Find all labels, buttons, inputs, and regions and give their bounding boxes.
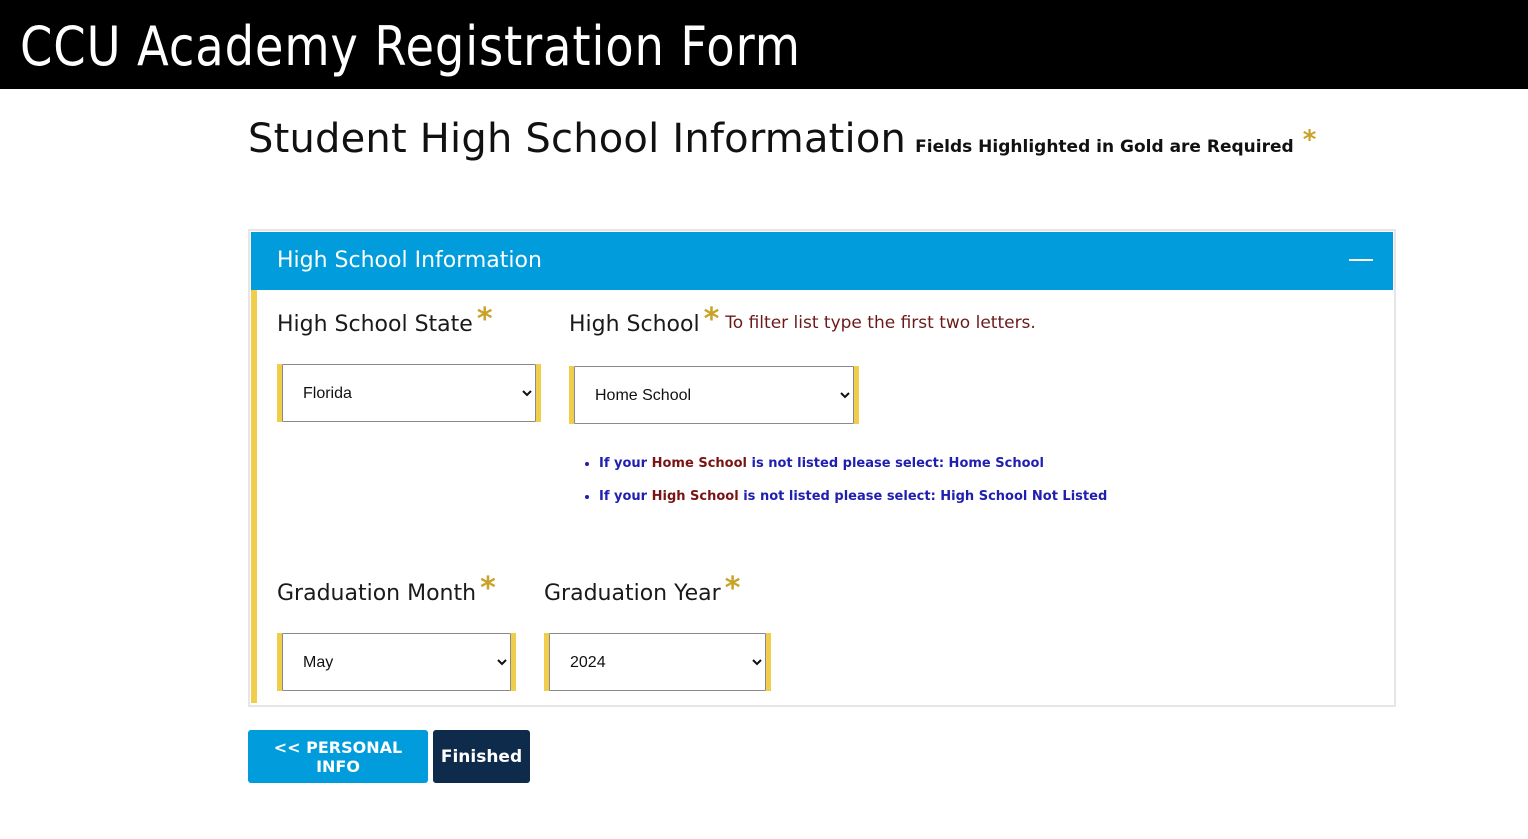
required-note: Fields Highlighted in Gold are Required: [915, 137, 1294, 157]
required-star-icon: *: [476, 302, 493, 337]
hs-state-select-wrap: [277, 364, 541, 422]
grad-month-select[interactable]: [282, 633, 511, 691]
high-school-label: [569, 302, 1036, 337]
grad-year-label-text: Graduation Year: [544, 581, 721, 606]
hint-high-school: [599, 488, 1107, 505]
finished-button[interactable]: Finished: [433, 730, 530, 783]
app-header: [0, 0, 1528, 89]
required-star-icon: *: [703, 302, 720, 337]
filter-hint: To filter list type the first two letters.: [725, 313, 1036, 333]
grad-month-label-text: Graduation Month: [277, 581, 477, 606]
hint-high-school-suffix: is not listed please select: High School Not Listed: [738, 489, 1108, 504]
hint-high-school-prefix: If your: [599, 489, 652, 504]
required-star-icon: *: [1302, 125, 1317, 155]
required-star-icon: *: [480, 571, 496, 606]
hs-state-label: [277, 302, 493, 337]
high-school-panel: [248, 229, 1396, 707]
grad-month-label: [277, 571, 496, 606]
hint-home-school: [599, 455, 1107, 472]
grad-year-label: [544, 571, 740, 606]
hint-home-school-subject: Home School: [651, 456, 747, 471]
hint-high-school-subject: High School: [651, 489, 739, 504]
grad-year-select-wrap: [544, 633, 771, 691]
high-school-select-wrap: [569, 366, 859, 424]
required-star-icon: *: [724, 571, 741, 606]
hint-home-school-suffix: is not listed please select: Home School: [746, 456, 1044, 471]
panel-body: [251, 290, 1393, 703]
hs-state-select[interactable]: [282, 364, 536, 422]
personal-info-button[interactable]: << PERSONAL INFO: [248, 730, 428, 783]
collapse-minus-icon[interactable]: [1349, 259, 1373, 261]
high-school-select[interactable]: [574, 366, 854, 424]
grad-month-select-wrap: [277, 633, 516, 691]
grad-year-select[interactable]: [549, 633, 766, 691]
hs-state-label-text: High School State: [277, 312, 473, 337]
hint-home-school-prefix: If your: [599, 456, 652, 471]
app-title: CCU Academy Registration Form: [20, 15, 801, 78]
panel-header[interactable]: [251, 232, 1393, 290]
hint-list: [579, 455, 1107, 521]
high-school-label-text: High School: [569, 312, 700, 337]
panel-title: High School Information: [277, 248, 542, 273]
page-heading: [248, 114, 1316, 164]
page-title: Student High School Information: [248, 116, 907, 162]
